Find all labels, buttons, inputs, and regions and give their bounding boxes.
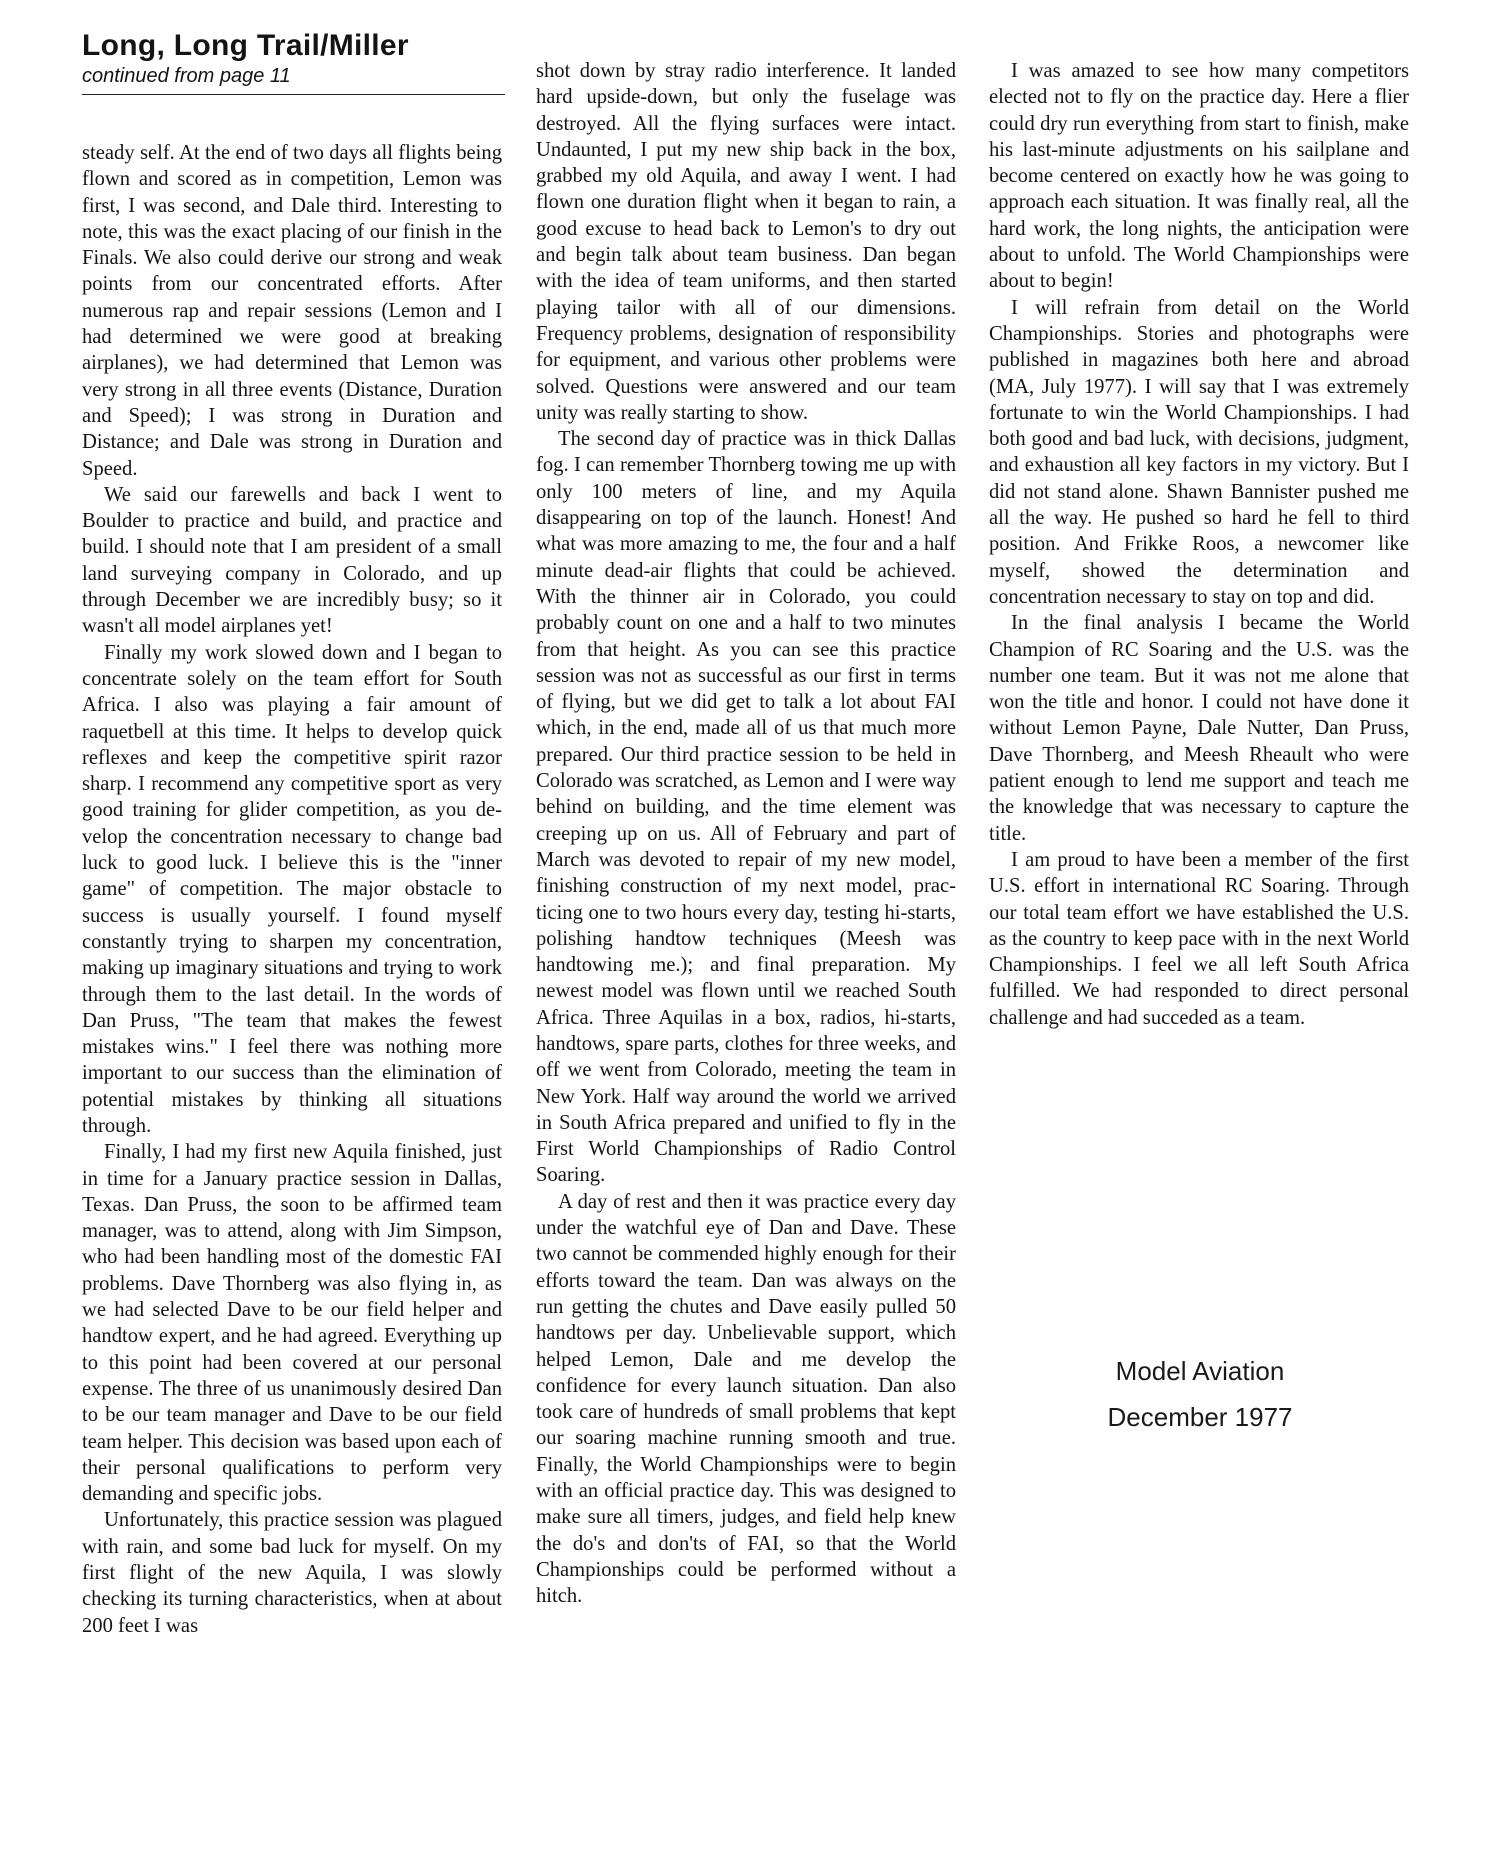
paragraph: Unfortunately, this practice session was plagued with rain, and some bad luck for myself. On my first flight of the new Aquila, I was slowly checking its turning characteristics, when at about 200 feet I was: [82, 1509, 502, 1637]
text-column-1: [82, 140, 502, 1639]
header-rule: [82, 94, 505, 95]
paragraph: I was amazed to see how many competitors elected not to fly on the practice day. Here a flier could dry run everything from start to finish, make his last-minute adjustments on his sailplane and become centered on exactly how he was going to approach each situation. It was finally real, all the hard work, the long nights, the anticipation were about to unfold. The World Championships were about to begin!: [989, 60, 1409, 293]
paragraph: steady self. At the end of two days all flights being flown and scored as in competition, Lemon was first, I was second, and Dale third. Interesting to note, this was the exact placing of our finish in the Finals. We also could derive our strong and weak points from our concentrated efforts. After numerous rap and repair sessions (Lemon and I had determined we were good at breaking airplanes), we had determined that Lemon was very strong in all three events (Distance, Duration and Speed); I was strong in Duration and Distance; and Dale was strong in Duration and Speed.: [82, 142, 502, 480]
article-title: Long, Long Trail/Miller: [82, 29, 409, 62]
paragraph: We said our farewells and back I went to Boulder to practice and build, and practice and build. I should note that I am president of a small land surveying company in Colorado, and up through December we are incredibly busy; so it wasn't all model airplanes yet!: [82, 483, 502, 638]
paragraph: The second day of practice was in thick Dallas fog. I can remember Thornberg towing me up with only 100 meters of line, and my Aquila disappearing on top of the launch. Honest! And what was more amazing to me, the four and a half minute dead-air flights that could be achieved. With the thinner air in Colorado, you could probably count on one and a half to two minutes from that height. As you can see this practice session was not as successful as our first in terms of flying, but we did get to talk a lot about FAI which, in the end, made all of us that much more prepared. Our third practice session to be held in Colorado was scratched, as Lemon and I were way behind on building, and the time element was creeping up on us. All of February and part of March was devoted to repair of my new model, finishing construction of my next model, practicing one to two hours every day, testing hi-starts, polishing handtow techniques (Meesh was handtowing me.); and final preparation. My newest model was flown until we reached South Africa. Three Aquilas in a box, radios, hi-starts, handtows, spare parts, clothes for three weeks, and off we went from Colorado, meeting the team in New York. Half way around the world we arrived in South Africa prepared and unified to fly in the First World Championships of Radio Control Soaring.: [536, 428, 956, 1187]
publication-credit: [1040, 1348, 1360, 1440]
paragraph: shot down by stray radio interference. It landed hard upside-down, but only the fuselage was destroyed. All the flying surfaces were intact. Undaunted, I put my new ship back in the box, grabbed my old Aquila, and away I went. I had flown one duration flight when it began to rain, a good excuse to head back to Lemon's to dry out and begin talk about team business. Dan began with the idea of team uniforms, and then started playing tailor with all of our dimensions. Frequency problems, designation of responsibility for equipment, and various other problems were solved. Questions were answered and our team unity was really starting to show.: [536, 60, 956, 424]
publication-date: December 1977: [1107, 1402, 1293, 1432]
paragraph: I am proud to have been a member of the first U.S. effort in international RC Soaring. Through our total team effort we have established the U.S. as the country to keep pace with in the next World Championships. I feel we all left South Africa fulfilled. We had responded to direct personal challenge and had succeded as a team.: [989, 848, 1409, 1029]
publication-name: Model Aviation: [1115, 1356, 1285, 1386]
continued-note: continued from page 11: [82, 65, 291, 87]
paragraph: Finally, I had my first new Aquila finished, just in time for a January practice session in Dallas, Texas. Dan Pruss, the soon to be affirmed team manager, was to attend, along with Jim Simpson, who had been handling most of the domestic FAI problems. Dave Thornberg was also flying in, as we had selected Dave to be our field helper and handtow expert, and he had agreed. Everything up to this point had been covered at our personal expense. The three of us unanimously desired Dan to be our team manager and Dave to be our field team helper. This decision was based upon each of their personal qualifications to perform very demanding and specific jobs.: [82, 1141, 502, 1506]
text-column-3: [989, 58, 1409, 1031]
text-column-2: [536, 58, 956, 1610]
paragraph: A day of rest and then it was practice every day under the watchful eye of Dan and Dave. These two cannot be commended highly enough for their efforts toward the team. Dan was always on the run getting the chutes and Dave easily pulled 50 handtows per day. Unbelievable support, which helped Lemon, Dale and me develop the confidence for every launch situation. Dan also took care of hundreds of small problems that kept our soaring machine running smooth and true. Finally, the World Championships were to begin with an official practice day. This was designed to make sure all timers, judges, and field help knew the do's and don'ts of FAI, so that the World Championships could be performed without a hitch.: [536, 1190, 956, 1608]
article-header: [82, 28, 505, 95]
paragraph: I will refrain from detail on the World Championships. Stories and photographs were published in magazines both here and abroad (MA, July 1977). I will say that I was extremely fortunate to win the World Championships. I had both good and bad luck, with decisions, judgment, and exhaustion all key factors in my victory. But I did not stand alone. Shawn Bannister pushed me all the way. He pushed so hard he fell to third position. And Frikke Roos, a newcomer like myself, showed the determination and concentration necessary to stay on top and did.: [989, 296, 1409, 608]
paragraph: Finally my work slowed down and I began to concentrate solely on the team effort for South Africa. I also was playing a fair amount of raquetbell at this time. It helps to develop quick reflexes and keep the competitive spirit razor sharp. I recommend any competitive sport as very good training for glider competition, as you develop the concentration necessary to change bad luck to good luck. I believe this is the "inner game" of competition. The major obstacle to success is usually yourself. I found myself constantly trying to sharpen my concentration, making up imaginary situations and trying to work through them to the last detail. In the words of Dan Pruss, "The team that makes the fewest mistakes wins." I feel there was nothing more important to our success than the elimination of potential mistakes by thinking all situations through.: [82, 641, 502, 1137]
paragraph: In the final analysis I became the World Champion of RC Soaring and the U.S. was the number one team. But it was not me alone that won the title and honor. I could not have done it without Lemon Payne, Dale Nutter, Dan Pruss, Dave Thornberg, and Meesh Rheault who were patient enough to lend me support and teach me the knowledge that was necessary to capture the title.: [989, 612, 1409, 845]
